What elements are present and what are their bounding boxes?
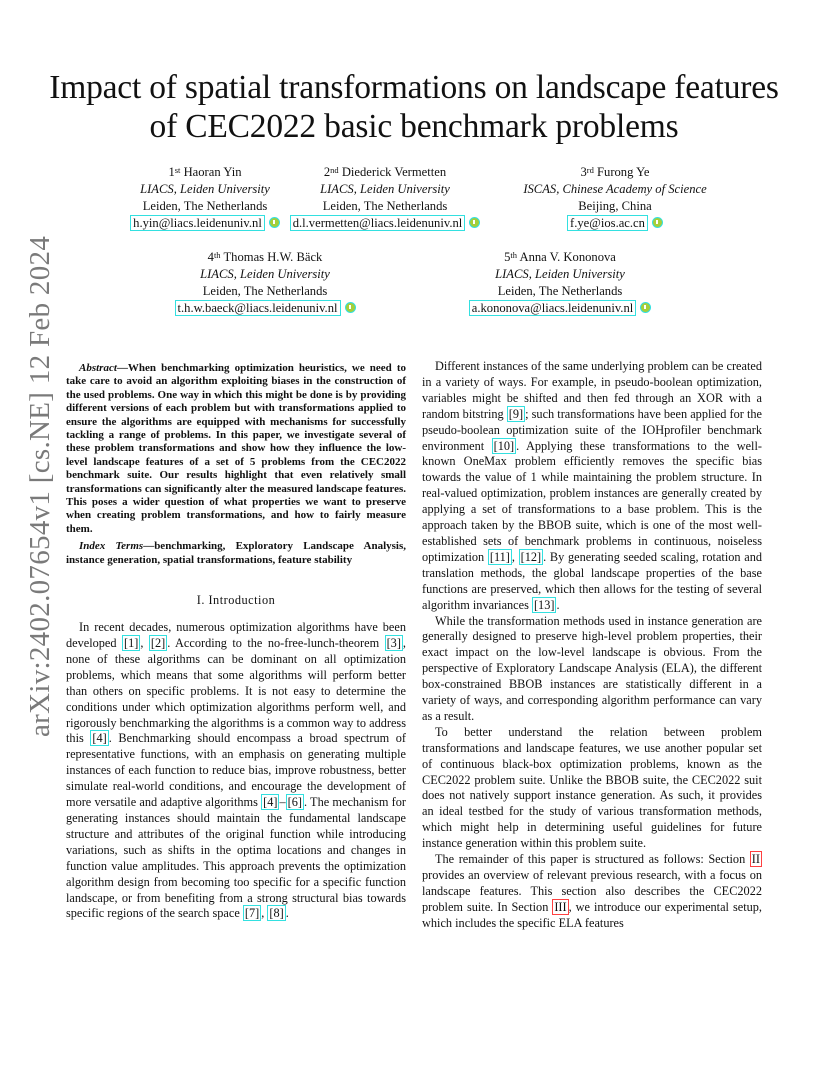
citation-link[interactable]: [6] (287, 795, 302, 810)
author-block-3 (495, 164, 735, 232)
author-block-5 (445, 249, 675, 317)
paragraph-instances: Different instances of the same underlying problem can be created in a variety of ways. For example, in pseudo-boolean optimization, variables might be shifted and then fed through an XOR with a random bitstring [9] ; such transformations have been applied for the pseudo-boolean optimization suite of the IOHprofiler benchmark environment [10] . Applying these transformations to the well-known OneMax problem efficiently removes the specific bias towards the value of 1 while maintaining the problem structure. In real-valued optimization, problem instances are generally created by applying a set of transformations to a base problem. This is the approach taken by the BBOB suite, which is one of the most well-established sets of benchmark problems in continuous, noiseless optimization [11] , [12] . By generating seeded scaling, rotation and translation methods, the global landscape properties of the base functions are preserved, which then allows for the testing of several algorithm invariances [13] . (422, 359, 762, 612)
author-block-2 (270, 164, 500, 232)
citation-link[interactable]: [4] (92, 731, 107, 746)
section-link[interactable]: II (751, 852, 760, 867)
abstract-text: —When benchmarking optimization heuristics, we need to take care to avoid an algorithm exploiting biases in the construction of the used problems. One way in which this might be done is by providing different versions of each problem but with transformations applied to ensure the algorithms are equipped with mechanisms for successfully tackling a range of problems. In this paper, we investigate several of these problem transformations and show how they influence the low-level landscape features of a set of 5 problems from the CEC2022 benchmark suite. Our results highlight that even relatively small transformations can significantly alter the measured landscape features. This poses a wider question of what properties we want to preserve when creating problem transformations, and how to fairly measure them. (66, 362, 406, 535)
author-email-link[interactable]: a.kononova@liacs.leidenuniv.nl (469, 300, 637, 316)
paper-title: Impact of spatial transformations on landscape features of CEC2022 basic benchmark problems (49, 69, 779, 145)
arxiv-identifier: arXiv:2402.07654v1 [cs.NE] 12 Feb 2024 (24, 235, 56, 737)
author-block-4 (150, 249, 380, 317)
orcid-icon[interactable] (469, 217, 480, 228)
citation-link[interactable]: [2] (150, 636, 166, 650)
section-heading: I. Introduction (196, 593, 276, 608)
paragraph-transformation: While the transformation methods used in instance generation are generally designed to preserve high-level problem properties, their exact impact on the low-level landscape is obvious. From the perspective of Exploratory Landscape Analysis (ELA), the different box-constrained BBOB instances are statistically different in a variety of ways, and corresponding algorithm performance can vary as a result. (422, 613, 762, 723)
author-location: Beijing, China (578, 199, 652, 213)
citation-link[interactable]: [10] (493, 438, 515, 453)
paragraph-cec2022: To better understand the relation between problem transformations and landscape features, we use another popular set of continuous black-box optimization problems, known as the CEC2022 problem suite. Unlike the BBOB suite, the CEC2022 suit does not natively support instance generation. As such, it provides an ideal testbed for the study of various transformation methods, which might help in determining useful guidelines for future instance generation within this problem suite. (422, 724, 762, 851)
author-name: 3rd Furong Ye (580, 165, 650, 179)
intro-paragraph: In recent decades, numerous optimization algorithms have been developed [1] , [2] . According to the no-free-lunch-theorem [3] , none of these algorithms can be dominant on all optimization problems, which means that some algorithms will perform better than others on specific problems. It is not easy to determine the conditions under which optimization algorithms perform well, and rigorously benchmarking the algorithms is a common way to address this [4] . Benchmarking should encompass a broad spectrum of representative functions, with an emphasis on generating multiple instances of each function to reduce bias, improve robustness, better simulate real-world conditions, and encourage the development of more versatile and adaptive algorithms [4] – [6] . The mechanism for generating instances should maintain the fundamental landscape structure and attributes of the original function while introducing variations, such as shifts in the optima locations and changes in function value amplitudes. This approach prevents the optimization algorithm design from becoming too specific for a specific function landscape, or from benefiting from a strong structural bias towards specific regions of the search space [7] , [8] . (66, 620, 407, 921)
section-link[interactable]: III (554, 899, 567, 914)
citation-link[interactable]: [12] (520, 549, 542, 564)
author-email-link[interactable]: f.ye@ios.ac.cn (567, 215, 648, 231)
orcid-icon[interactable] (640, 302, 651, 313)
author-location: Leiden, The Netherlands (322, 199, 448, 213)
author-affiliation: ISCAS, Chinese Academy of Science (523, 182, 707, 196)
author-email-link[interactable]: h.yin@liacs.leidenuniv.nl (130, 215, 265, 231)
left-column (66, 362, 406, 922)
author-affiliation: LIACS, Leiden University (200, 267, 330, 281)
author-name: 2nd Diederick Vermetten (323, 165, 447, 179)
author-affiliation: LIACS, Leiden University (320, 182, 450, 196)
author-location: Leiden, The Netherlands (142, 199, 268, 213)
author-affiliation: LIACS, Leiden University (140, 182, 270, 196)
orcid-icon[interactable] (345, 302, 356, 313)
author-name: 1st Haoran Yin (168, 165, 242, 179)
citation-link[interactable]: [13] (533, 597, 555, 612)
citation-link[interactable]: [7] (244, 906, 260, 921)
author-location: Leiden, The Netherlands (497, 284, 623, 298)
citation-link[interactable]: [4] (263, 795, 278, 810)
paragraph-structure: The remainder of this paper is structured as follows: Section II provides an overview of relevant previous research, with a focus on landscape features. This section also describes the CEC2022 problem suite. In Section III , we introduce our experimental setup, which includes the specific ELA features (422, 852, 762, 930)
citation-link[interactable]: [1] (123, 636, 139, 650)
author-affiliation: LIACS, Leiden University (495, 267, 625, 281)
author-name: 5th Anna V. Kononova (504, 250, 616, 264)
author-email-link[interactable]: t.h.w.baeck@liacs.leidenuniv.nl (175, 300, 341, 316)
right-column (422, 359, 762, 932)
citation-link[interactable]: [8] (269, 906, 284, 921)
orcid-icon[interactable] (652, 217, 663, 228)
abstract (66, 362, 406, 567)
index-terms-text: —benchmarking, Exploratory Landscape Analysis, instance generation, spatial transformations, feature stability (66, 540, 406, 566)
author-location: Leiden, The Netherlands (202, 284, 328, 298)
citation-link[interactable]: [3] (386, 636, 401, 650)
abstract-label: Abstract (79, 362, 117, 374)
citation-link[interactable]: [9] (508, 406, 524, 421)
author-name: 4th Thomas H.W. Bäck (207, 250, 323, 264)
index-terms-label: Index Terms (79, 540, 144, 553)
author-email-link[interactable]: d.l.vermetten@liacs.leidenuniv.nl (290, 215, 466, 231)
citation-link[interactable]: [11] (489, 549, 510, 564)
